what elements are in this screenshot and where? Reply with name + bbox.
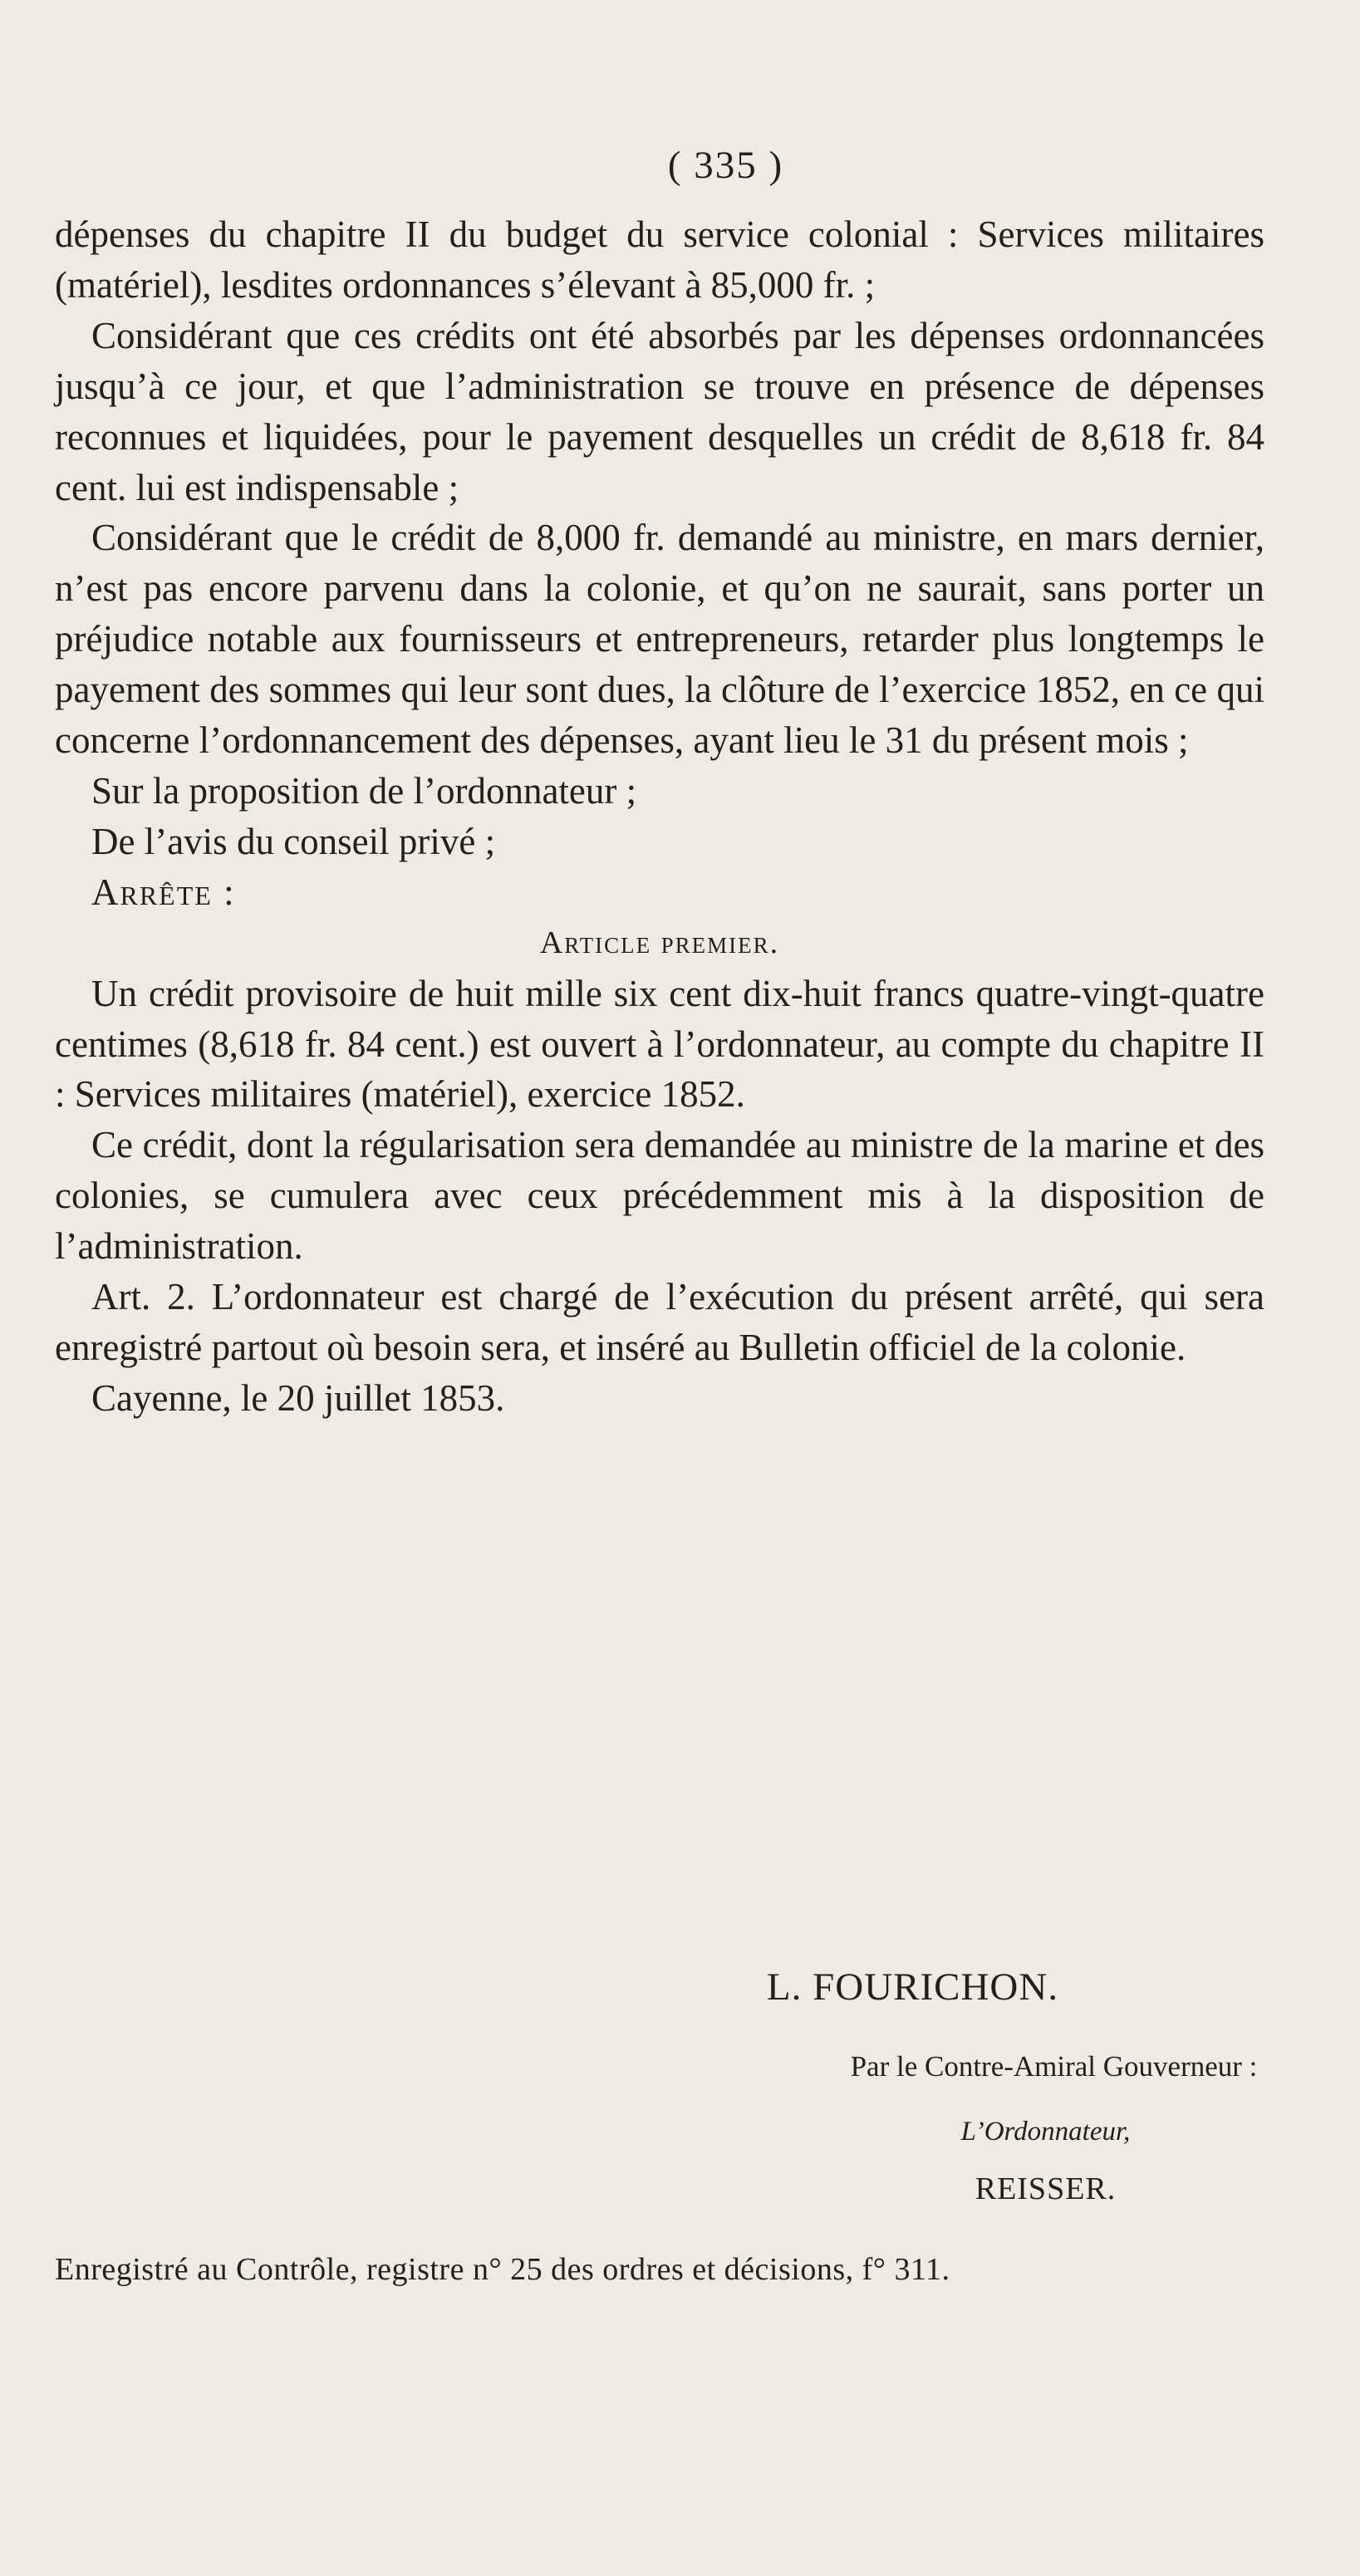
paragraph-article-1: Un crédit provisoire de huit mille six cent dix-huit francs quatre-vingt-quatre centimes (8,618 fr. 84 cent.) est ouvert à l’ordonnateur, au compte du chapitre II : Services militaires (matériel), exercice 1852.: [55, 972, 1264, 1116]
body-text: [55, 209, 1264, 1424]
signature-name-2: REISSER.: [975, 2171, 1117, 2206]
paragraph-article-2: Art. 2. L’ordonnateur est chargé de l’exécution du présent arrêté, qui sera enregistré partout où besoin sera, et inséré au Bulletin officiel de la colonie.: [55, 1276, 1264, 1368]
article-heading: Article premier.: [539, 925, 780, 960]
paragraph-date: Cayenne, le 20 juillet 1853.: [91, 1376, 505, 1419]
signature-role: L’Ordonnateur,: [960, 2117, 1131, 2147]
paragraph-4: Sur la proposition de l’ordonnateur ;: [91, 769, 637, 812]
paragraph-1: dépenses du chapitre II du budget du service colonial : Services militaires (matériel), lesdites ordonnances s’élevant à 85,000 fr. ;: [55, 213, 1264, 306]
registration-note: Enregistré au Contrôle, registre n° 25 des ordres et décisions, f° 311.: [55, 2252, 950, 2287]
paragraph-credit: Ce crédit, dont la régularisation sera demandée au ministre de la marine et des colonies, se cumulera avec ceux précédemment mis à la disposition de l’administration.: [55, 1124, 1264, 1268]
paragraph-2: Considérant que ces crédits ont été absorbés par les dépenses ordonnancées jusqu’à ce jour, et que l’administration se trouve en présence de dépenses reconnues et liquidées, pour le payement desquelles un crédit de 8,618 fr. 84 cent. lui est indispensable ;: [55, 314, 1264, 508]
page-number: ( 335 ): [667, 144, 784, 187]
paragraph-5: De l’avis du conseil privé ;: [91, 820, 496, 862]
paragraph-3: Considérant que le crédit de 8,000 fr. demandé au ministre, en mars dernier, n’est pas encore parvenu dans la colonie, et qu’on ne saurait, sans porter un préjudice notable aux fournisseurs et entrepreneurs, retarder plus longtemps le payement des sommes qui leur sont dues, la clôture de l’exercice 1852, en ce qui concerne l’ordonnancement des dépenses, ayant lieu le 31 du présent mois ;: [55, 517, 1264, 762]
signature-title: Par le Contre-Amiral Gouverneur :: [850, 2050, 1258, 2083]
signature-name: L. FOURICHON.: [766, 1965, 1059, 2009]
arrete-heading: Arrête :: [91, 871, 236, 913]
